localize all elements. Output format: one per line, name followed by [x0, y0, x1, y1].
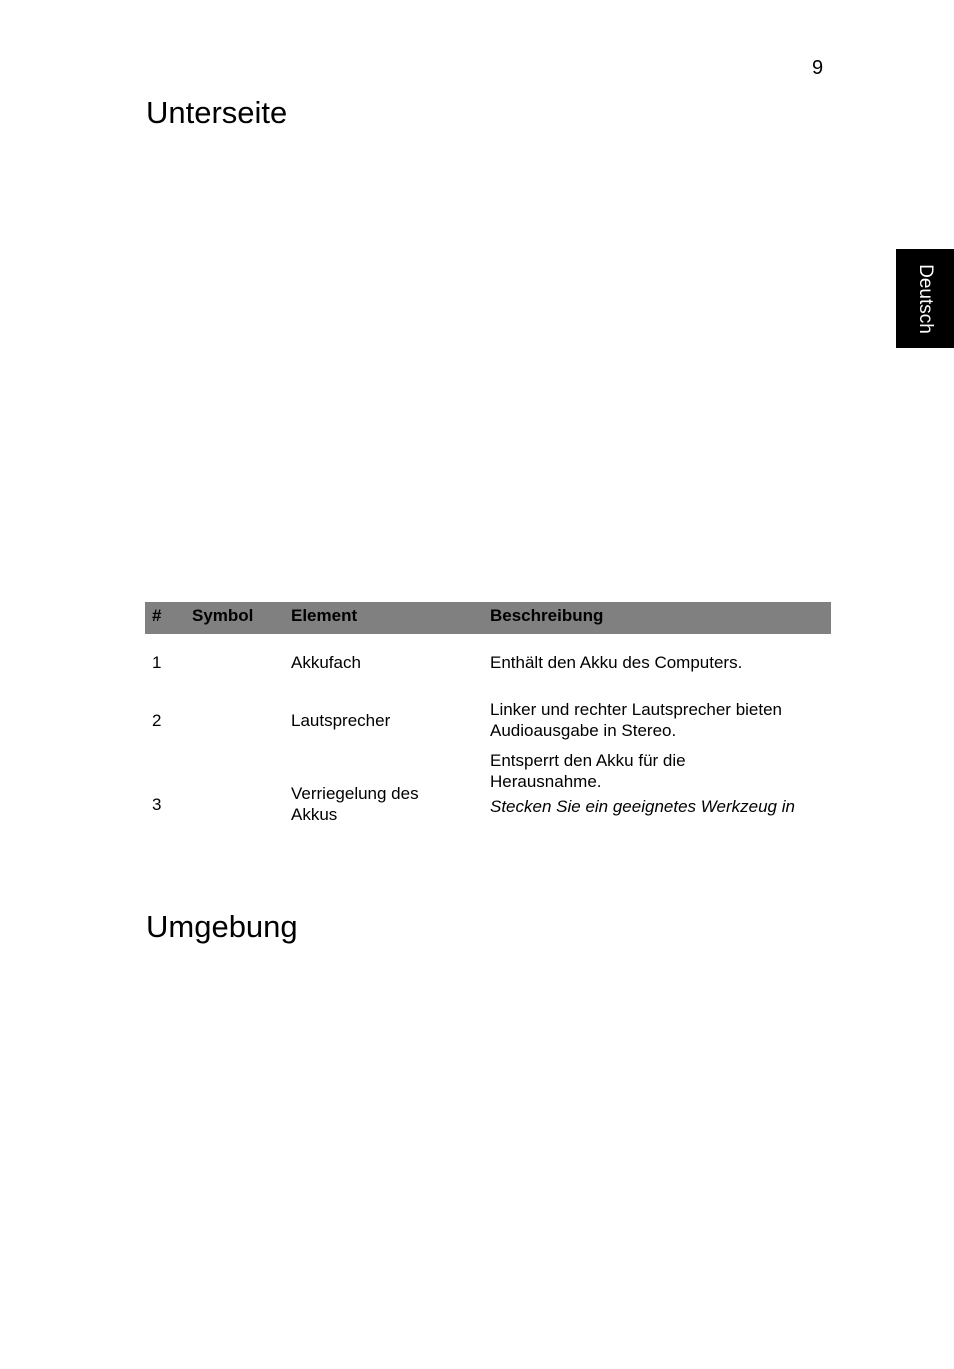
row-element-line: Akkus — [291, 805, 338, 824]
row-element — [291, 783, 419, 825]
table-header — [145, 602, 831, 634]
header-element: Element — [291, 606, 358, 625]
row-description: Enthält den Akku des Computers. — [490, 653, 743, 672]
section-title-bottom: Unterseite — [146, 95, 288, 130]
language-tab — [896, 249, 954, 348]
row-description-line: Entsperrt den Akku für die — [490, 751, 686, 770]
row-description — [490, 699, 782, 741]
section-title-environment: Umgebung — [146, 909, 298, 944]
table-row — [145, 750, 831, 840]
table-row — [145, 692, 831, 750]
row-element: Akkufach — [291, 653, 361, 672]
header-description: Beschreibung — [490, 606, 604, 625]
row-element: Lautsprecher — [291, 711, 391, 730]
header-symbol: Symbol — [192, 606, 254, 625]
language-tab-label: Deutsch — [915, 263, 936, 334]
row-description-note: Stecken Sie ein geeignetes Werkzeug in — [490, 797, 795, 816]
row-description — [490, 750, 795, 817]
row-description-line: Linker und rechter Lautsprecher bieten — [490, 700, 783, 719]
table-row — [145, 634, 831, 692]
header-number: # — [152, 606, 162, 625]
row-element-line: Verriegelung des — [291, 784, 419, 803]
component-table — [145, 602, 831, 840]
row-number: 2 — [152, 711, 162, 730]
row-description-line: Audioausgabe in Stereo. — [490, 721, 677, 740]
row-number: 3 — [152, 795, 162, 814]
page-number: 9 — [812, 57, 824, 79]
row-number: 1 — [152, 653, 162, 672]
row-description-line: Herausnahme. — [490, 772, 602, 791]
